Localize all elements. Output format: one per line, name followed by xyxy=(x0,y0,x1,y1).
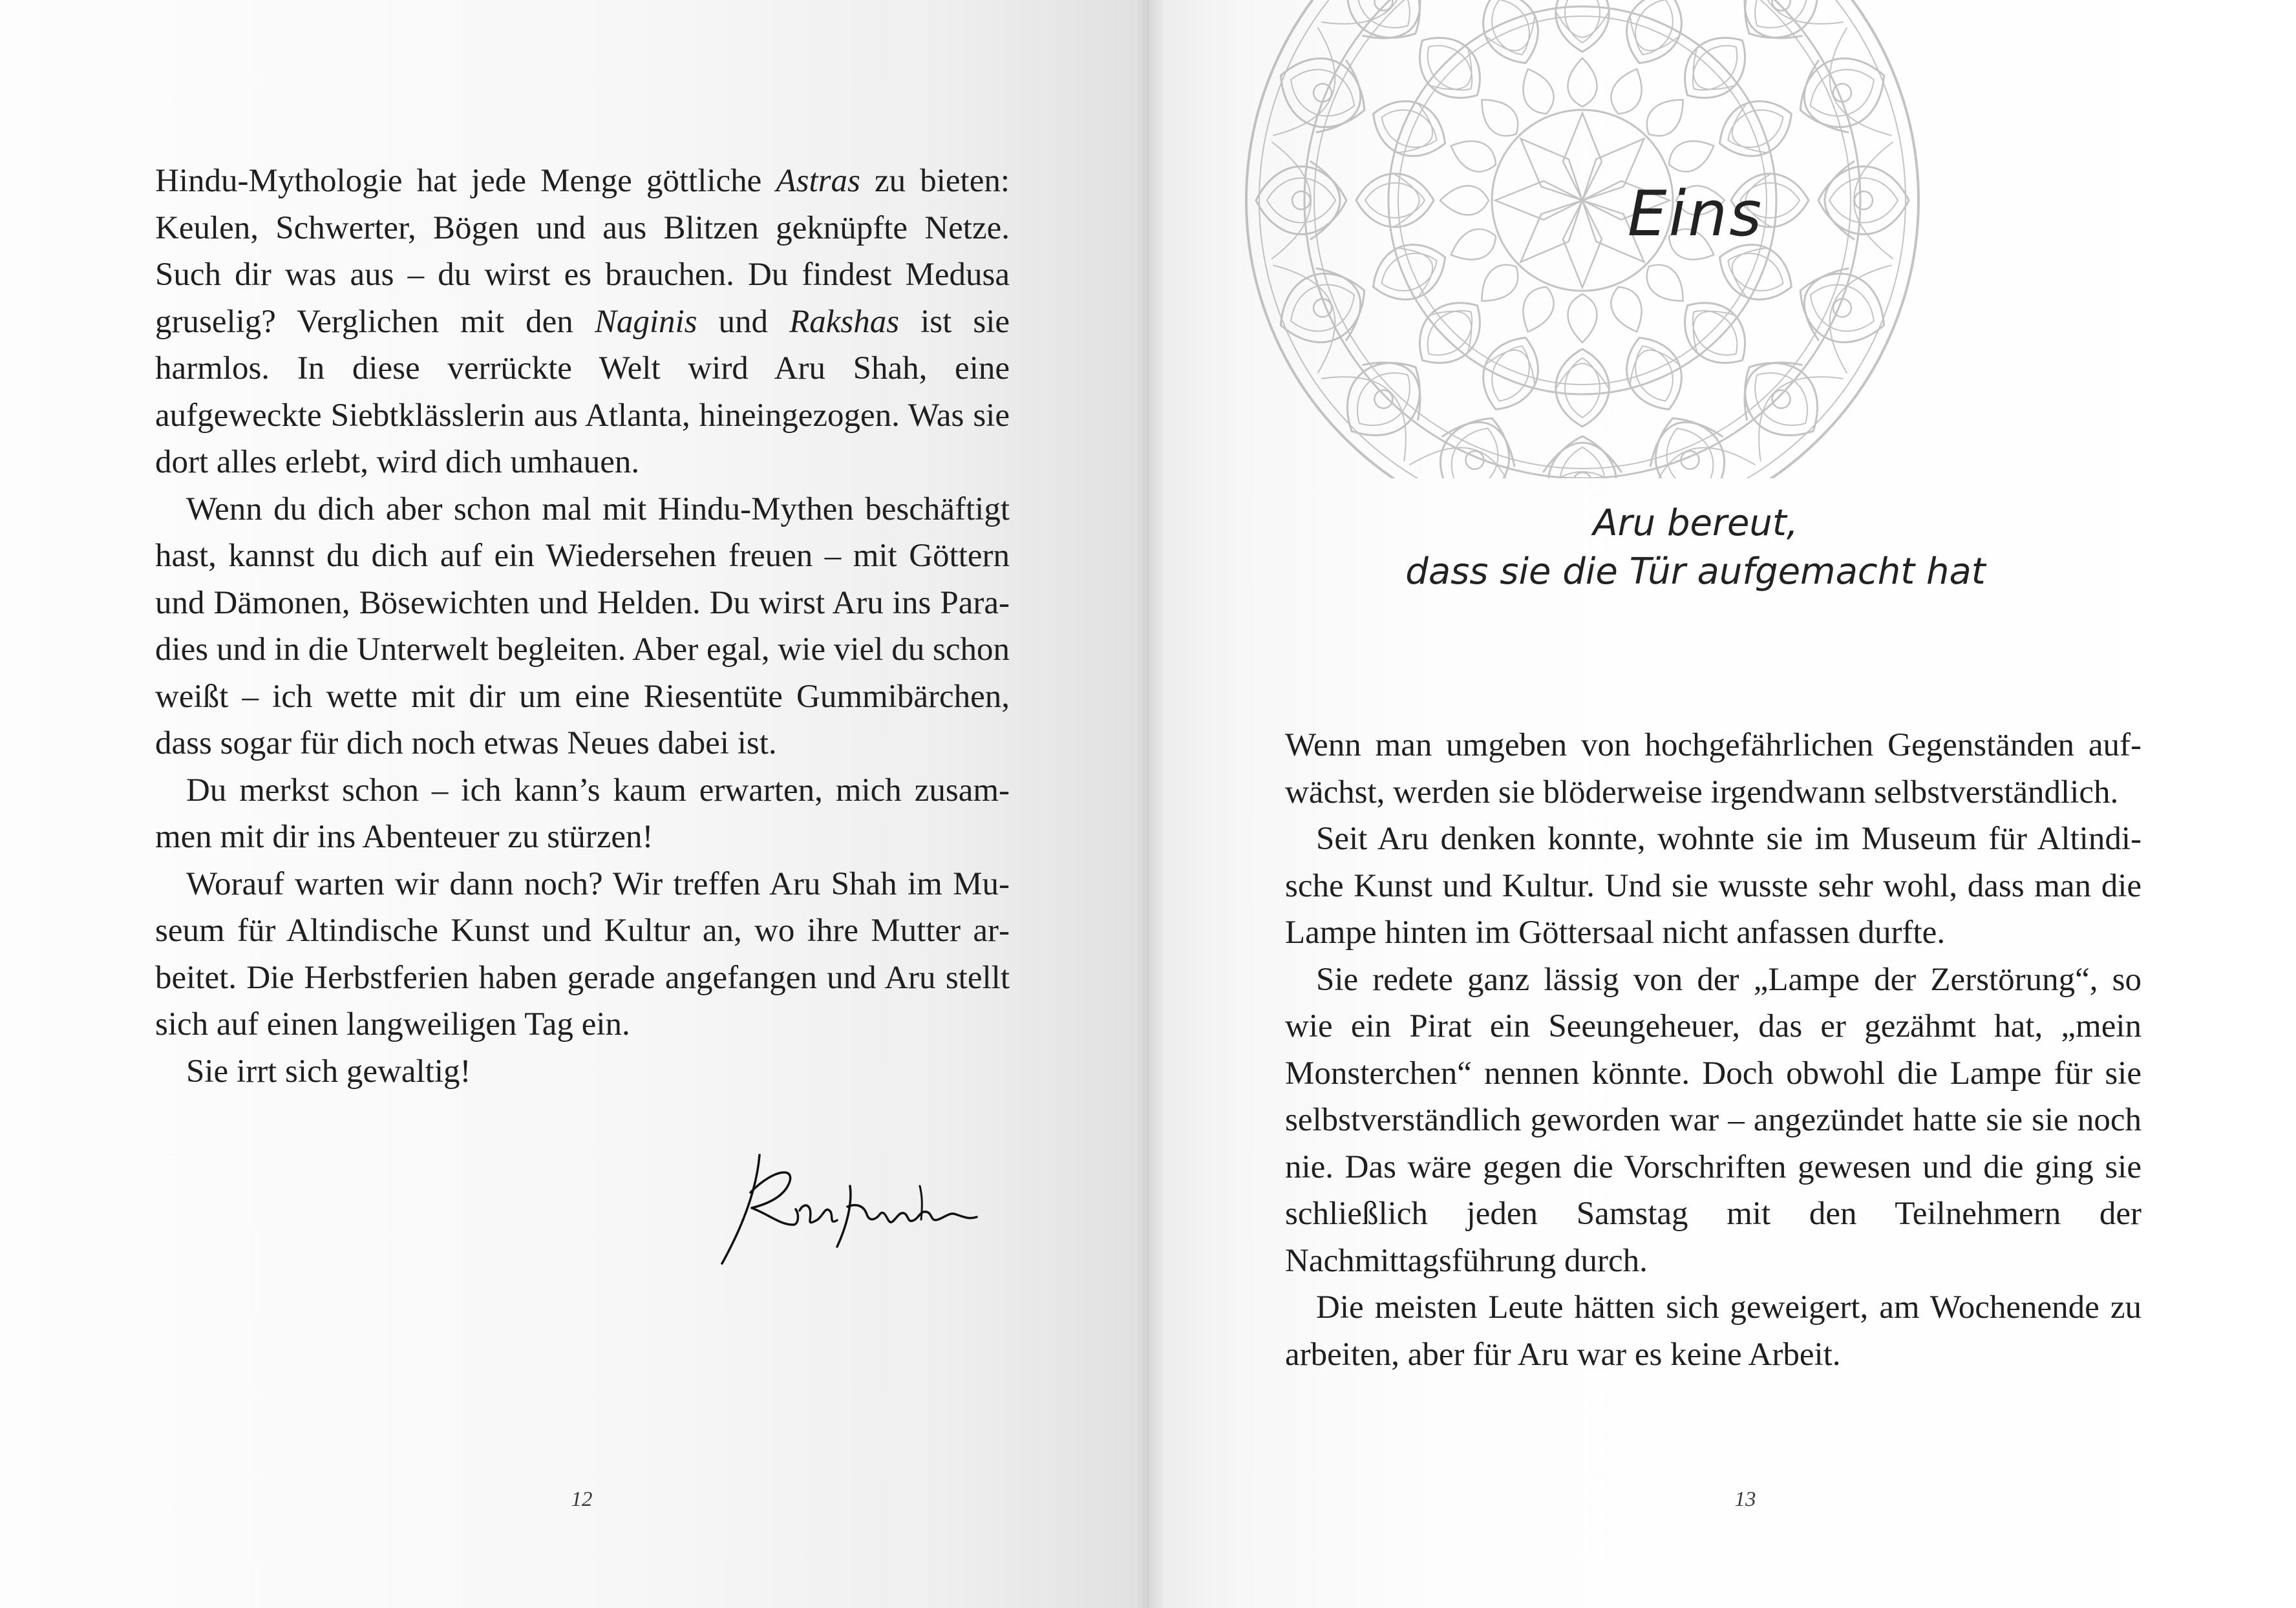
page-number-right: 13 xyxy=(1734,1488,1756,1511)
left-paragraph-3: Du merkst schon – ich kann’s kaum erwarten, mich zusammen mit dir ins Abenteuer zu stürzen! xyxy=(155,772,1010,855)
text-run: ist sie harmlos. In diese verrückte Welt wird Aru Shah, eine aufgeweckte Siebtklässlerin aus Atlanta, hineingezogen. Was sie dort alles erlebt, wird dich umhauen. xyxy=(155,303,1010,480)
page-number-left: 12 xyxy=(571,1488,593,1511)
left-page-body xyxy=(155,158,1010,1095)
author-signature xyxy=(714,1147,986,1270)
text-run: zu bieten: Keulen, Schwerter, Bögen und aus Blitzen geknüpfte Netze. Such dir was aus – du wirst es brauchen. Du findest Medusa gruselig? Verglichen mit den xyxy=(155,163,1010,340)
right-paragraph-2: Seit Aru denken konnte, wohnte sie im Museum für Altindische Kunst und Kultur. Und sie wusste sehr wohl, dass man die Lampe hinten im Göttersaal nicht anfassen durfte. xyxy=(1285,821,2142,951)
chapter-subtitle-line-1: Aru bereut, xyxy=(1593,502,1798,544)
text-run: Hindu-Mythologie hat jede Menge göttliche xyxy=(155,163,776,199)
italic-term-astras: Astras xyxy=(776,163,860,199)
italic-term-naginis: Naginis xyxy=(594,303,697,340)
chapter-title: Eins xyxy=(1627,178,1764,250)
right-page xyxy=(1149,0,2296,1608)
left-paragraph-2: Wenn du dich aber schon mal mit Hindu-Mythen beschäftigt hast, kannst du dich auf ein Wiedersehen freuen – mit Göttern und Dämonen, Bösewichten und Helden. Du wirst Aru ins Paradies und in die Unterwelt begleiten. Aber egal, wie viel du schon weißt – ich wette mit dir um eine Riesentüte Gummibärchen, dass sogar für dich noch etwas Neues dabei ist. xyxy=(155,491,1010,761)
chapter-subtitle-line-2: dass sie die Tür aufgemacht hat xyxy=(1405,551,1986,593)
chapter-subtitle xyxy=(1343,499,2048,596)
right-paragraph-3: Sie redete ganz lässig von der „Lampe der Zerstörung“, so wie ein Pirat ein Seeungeheuer, das er gezähmt hat, „mein Monsterchen“ nennen könnte. Doch obwohl die Lampe für sie selbstverständlich geworden war – angezündet hatte sie sie noch nie. Das wäre gegen die Vorschriften gewesen und die ging sie schließlich jeden Samstag mit den Teilnehmern der Nachmittagsführung durch. xyxy=(1285,961,2142,1279)
text-run: und xyxy=(697,303,790,340)
left-paragraph-4: Worauf warten wir dann noch? Wir treffen Aru Shah im Museum für Altindische Kunst und Kultur an, wo ihre Mutter arbeitet. Die Herbstferien haben gerade angefangen und Aru stellt sich auf einen langweiligen Tag ein. xyxy=(155,865,1010,1042)
italic-term-rakshas: Rakshas xyxy=(789,303,900,340)
right-paragraph-4: Die meisten Leute hätten sich geweigert, am Wochenende zu arbeiten, aber für Aru war es keine Arbeit. xyxy=(1285,1289,2142,1373)
left-paragraph-1 xyxy=(155,158,1010,486)
right-page-body xyxy=(1285,722,2142,1378)
left-paragraph-5: Sie irrt sich gewaltig! xyxy=(186,1053,471,1090)
right-paragraph-1: Wenn man umgeben von hochgefährlichen Gegenständen aufwächst, werden sie blöderweise irgendwann selbstverständlich. xyxy=(1285,727,2142,810)
